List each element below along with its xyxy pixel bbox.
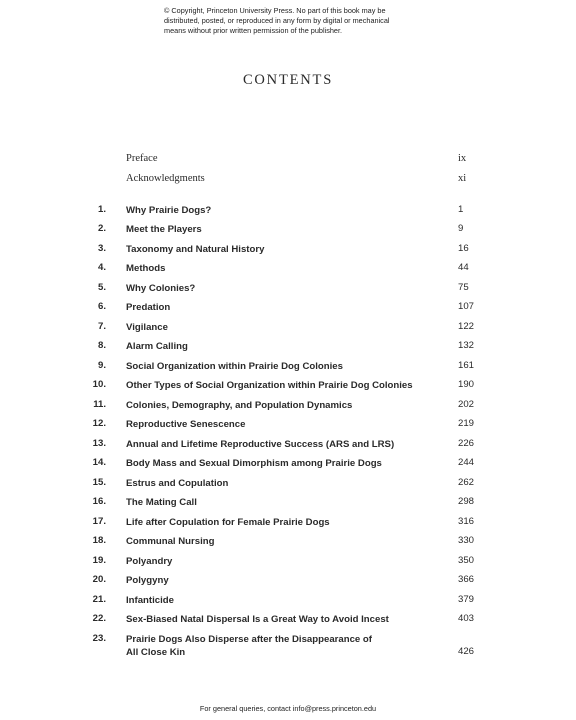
chapter-title-line: Taxonomy and Natural History — [126, 244, 265, 255]
toc-page-number: 202 — [458, 399, 475, 410]
chapter-number: 7. — [97, 321, 106, 332]
copyright-line: means without prior written permission of the publisher. — [164, 26, 343, 35]
chapter-number: 4. — [97, 262, 106, 273]
toc-page-number: 262 — [458, 477, 475, 488]
chapter-title — [126, 204, 446, 217]
chapter-title-line: Prairie Dogs Also Disperse after the Disappearance of — [126, 634, 372, 645]
chapter-number: 2. — [97, 223, 106, 234]
chapter-title-line: Estrus and Copulation — [126, 478, 229, 489]
chapter-title-line: Meet the Players — [126, 224, 202, 235]
toc-page-number: 44 — [458, 262, 469, 273]
chapter-title — [126, 399, 446, 412]
chapter-title-line: All Close Kin — [126, 647, 186, 658]
chapter-title-line: Body Mass and Sexual Dimorphism among Prairie Dogs — [126, 458, 382, 469]
chapter-number: 5. — [97, 282, 106, 293]
chapter-title-line: Infanticide — [126, 595, 174, 606]
chapter-title — [126, 555, 446, 568]
toc-page-number: 75 — [458, 282, 469, 293]
chapter-number: 18. — [92, 535, 106, 546]
chapter-title-line: Methods — [126, 263, 166, 274]
chapter-number: 8. — [97, 340, 106, 351]
chapter-title — [126, 438, 446, 451]
chapter-title — [126, 535, 446, 548]
chapter-title — [126, 282, 446, 295]
chapter-title — [126, 243, 446, 256]
chapter-title — [126, 477, 446, 490]
chapter-number: 9. — [97, 360, 106, 371]
chapter-title-line: The Mating Call — [126, 497, 197, 508]
toc-page-number: 1 — [458, 204, 464, 215]
chapter-title — [126, 223, 446, 236]
chapter-title-line: Life after Copulation for Female Prairie Dogs — [126, 517, 330, 528]
chapter-title-line: Why Prairie Dogs? — [126, 205, 212, 216]
chapter-title — [126, 360, 446, 373]
chapter-title — [126, 321, 446, 334]
chapter-number: 14. — [92, 457, 106, 468]
toc-entry-title: Acknowledgments — [126, 173, 205, 184]
chapter-number: 22. — [92, 613, 106, 624]
chapter-title-line: Polygyny — [126, 575, 169, 586]
chapter-title-line: Social Organization within Prairie Dog Colonies — [126, 361, 343, 372]
toc-page-number: 298 — [458, 496, 475, 507]
chapter-title — [126, 574, 446, 587]
chapter-number: 19. — [92, 555, 106, 566]
chapter-title-line: Polyandry — [126, 556, 173, 567]
toc-page-number: 244 — [458, 457, 475, 468]
chapter-number: 17. — [92, 516, 106, 527]
chapter-title-line: Colonies, Demography, and Population Dynamics — [126, 400, 353, 411]
chapter-title-line: Annual and Lifetime Reproductive Success (ARS and LRS) — [126, 439, 395, 450]
chapter-title — [126, 301, 446, 314]
chapter-number: 16. — [92, 496, 106, 507]
chapter-number: 6. — [97, 301, 106, 312]
toc-page-number: xi — [458, 173, 467, 184]
chapter-title-line: Reproductive Senescence — [126, 419, 246, 430]
toc-page-number: 190 — [458, 379, 475, 390]
toc-page-number: 107 — [458, 301, 475, 312]
toc-entry-title: Preface — [126, 153, 158, 164]
chapter-number: 15. — [92, 477, 106, 488]
toc-page-number: 219 — [458, 418, 475, 429]
chapter-title — [126, 262, 446, 275]
chapter-title-line: Why Colonies? — [126, 283, 196, 294]
toc-page-number: 316 — [458, 516, 475, 527]
page-title: CONTENTS — [242, 72, 334, 88]
toc-page-number: 132 — [458, 340, 475, 351]
toc-page-number: 379 — [458, 594, 475, 605]
chapter-number: 20. — [92, 574, 106, 585]
chapter-title — [126, 379, 446, 392]
chapter-title — [126, 340, 446, 353]
chapter-title — [126, 594, 446, 607]
copyright-notice — [164, 6, 424, 36]
toc-page-number: 403 — [458, 613, 475, 624]
toc-page-number: 350 — [458, 555, 475, 566]
chapter-title-line: Predation — [126, 302, 171, 313]
chapter-title — [126, 516, 446, 529]
chapter-number: 11. — [93, 399, 106, 410]
chapter-title-line: Alarm Calling — [126, 341, 188, 352]
chapter-number: 23. — [92, 633, 106, 644]
chapter-title-line: Vigilance — [126, 322, 168, 333]
toc-page-number: 161 — [458, 360, 475, 371]
footer-contact: For general queries, contact info@press.princeton.edu — [199, 704, 377, 713]
chapter-number: 1. — [97, 204, 106, 215]
toc-page-number: 330 — [458, 535, 475, 546]
toc-page-number: 426 — [458, 646, 475, 657]
chapter-number: 10. — [92, 379, 106, 390]
toc-page-number: 122 — [458, 321, 475, 332]
chapter-title — [126, 457, 446, 470]
chapter-number: 12. — [92, 418, 106, 429]
toc-page-number: 366 — [458, 574, 475, 585]
toc-page-number: ix — [458, 153, 467, 164]
chapter-number: 13. — [92, 438, 106, 449]
chapter-title-line: Communal Nursing — [126, 536, 215, 547]
chapter-title-line: Sex-Biased Natal Dispersal Is a Great Way to Avoid Incest — [126, 614, 389, 625]
copyright-line: distributed, posted, or reproduced in any form by digital or mechanical — [164, 16, 390, 25]
chapter-title — [126, 496, 446, 509]
copyright-line: © Copyright, Princeton University Press. No part of this book may be — [164, 6, 386, 15]
toc-page-number: 16 — [458, 243, 469, 254]
chapter-title-line: Other Types of Social Organization within Prairie Dog Colonies — [126, 380, 413, 391]
toc-page-number: 226 — [458, 438, 475, 449]
chapter-title — [126, 633, 446, 659]
toc-page-number: 9 — [458, 223, 464, 234]
chapter-number: 21. — [92, 594, 106, 605]
chapter-number: 3. — [97, 243, 106, 254]
chapter-title — [126, 418, 446, 431]
chapter-title — [126, 613, 446, 626]
